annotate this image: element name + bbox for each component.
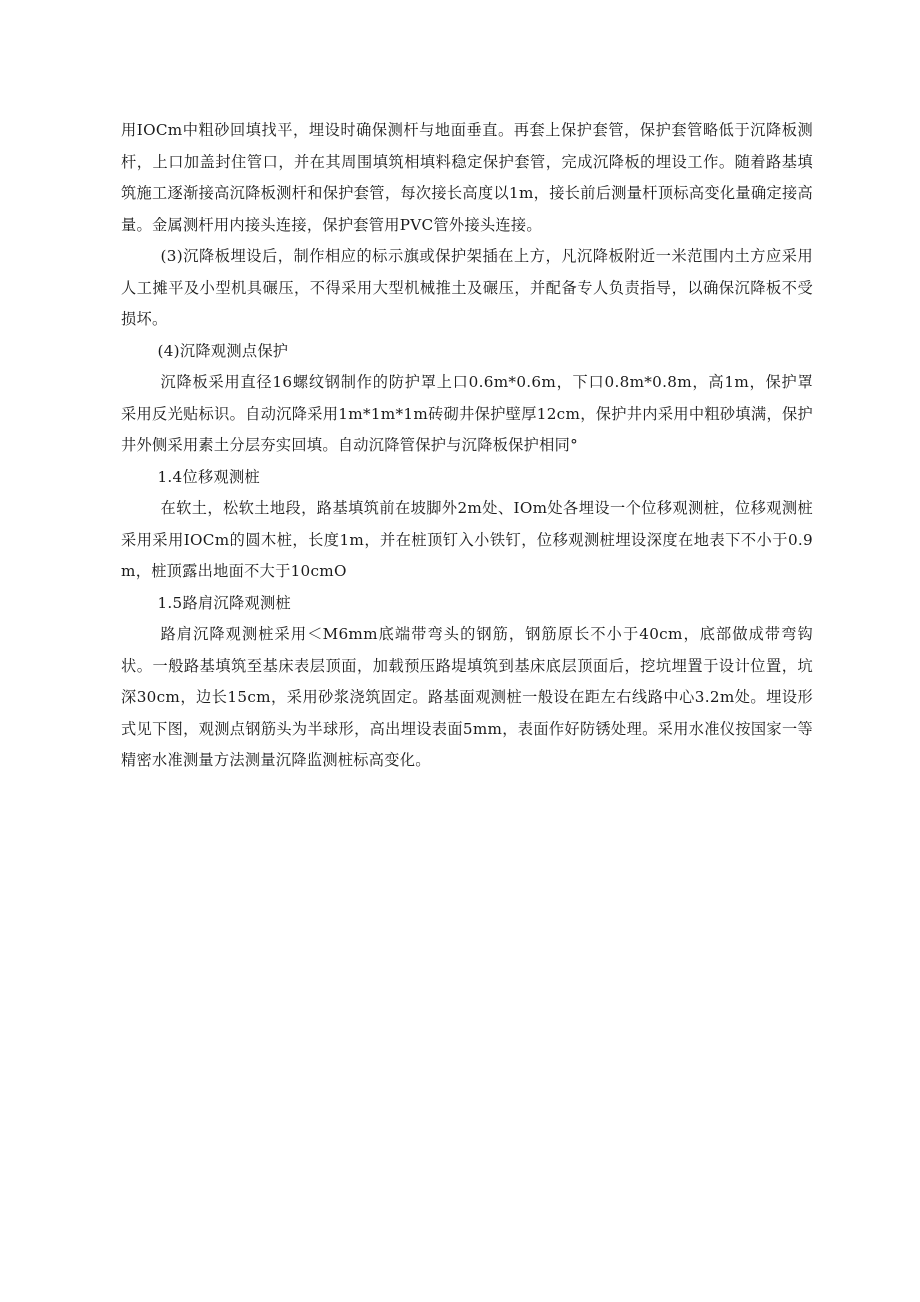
body-paragraph-5: 路肩沉降观测桩采用＜M6mm底端带弯头的钢筋，钢筋原长不小于40cm，底部做成带弯钩状。一般路基填筑至基床表层顶面，加载预压路堤填筑到基床底层顶面后，挖坑埋置于设计位置，坑深30cm，边长15cm，采用砂浆浇筑固定。路基面观测桩一般设在距左右线路中心3.2m处。埋设形式见下图，观测点钢筋头为半球形，高出埋设表面5mm，表面作好防锈处理。采用水准仪按国家一等精密水准测量方法测量沉降监测桩标高变化。 [121,625,813,769]
body-paragraph-1: 用IOCm中粗砂回填找平，埋设时确保测杆与地面垂直。再套上保护套管，保护套管略低于沉降板测杆，上口加盖封住管口，并在其周围填筑相填料稳定保护套管，完成沉降板的埋设工作。随着路基填筑施工逐渐接高沉降板测杆和保护套管，每次接长高度以1m，接长前后测量杆顶标高变化量确定接高量。金属测杆用内接头连接，保护套管用PVC管外接头连接。 [121,121,813,234]
body-paragraph-2: (3)沉降板埋设后，制作相应的标示旗或保护架插在上方，凡沉降板附近一米范围内土方应采用人工摊平及小型机具碾压，不得采用大型机械推土及碾压，并配备专人负责指导，以确保沉降板不受损坏。 [121,247,813,328]
body-paragraph-4: 在软土，松软土地段，路基填筑前在坡脚外2m处、IOm处各埋设一个位移观测桩，位移观测桩采用采用IOCm的圆木桩，长度1m，并在桩顶钉入小铁钉，位移观测桩埋设深度在地表下不小于0.9m，桩顶露出地面不大于10cmO [121,499,813,580]
section-heading-displacement-pile: 1.4位移观测桩 [157,467,260,486]
body-paragraph-3: 沉降板采用直径16螺纹钢制作的防护罩上口0.6m*0.6m，下口0.8m*0.8m，高1m，保护罩采用反光贴标识。自动沉降采用1m*1m*1m砖砌井保护壁厚12cm，保护井内采用中粗砂填满，保护井外侧采用素土分层夯实回填。自动沉降管保护与沉降板保护相同° [121,373,813,454]
section-heading-shoulder-pile: 1.5路肩沉降观测桩 [157,593,291,612]
document-page [121,115,813,777]
section-heading-settlement-protection: (4)沉降观测点保护 [157,341,289,360]
